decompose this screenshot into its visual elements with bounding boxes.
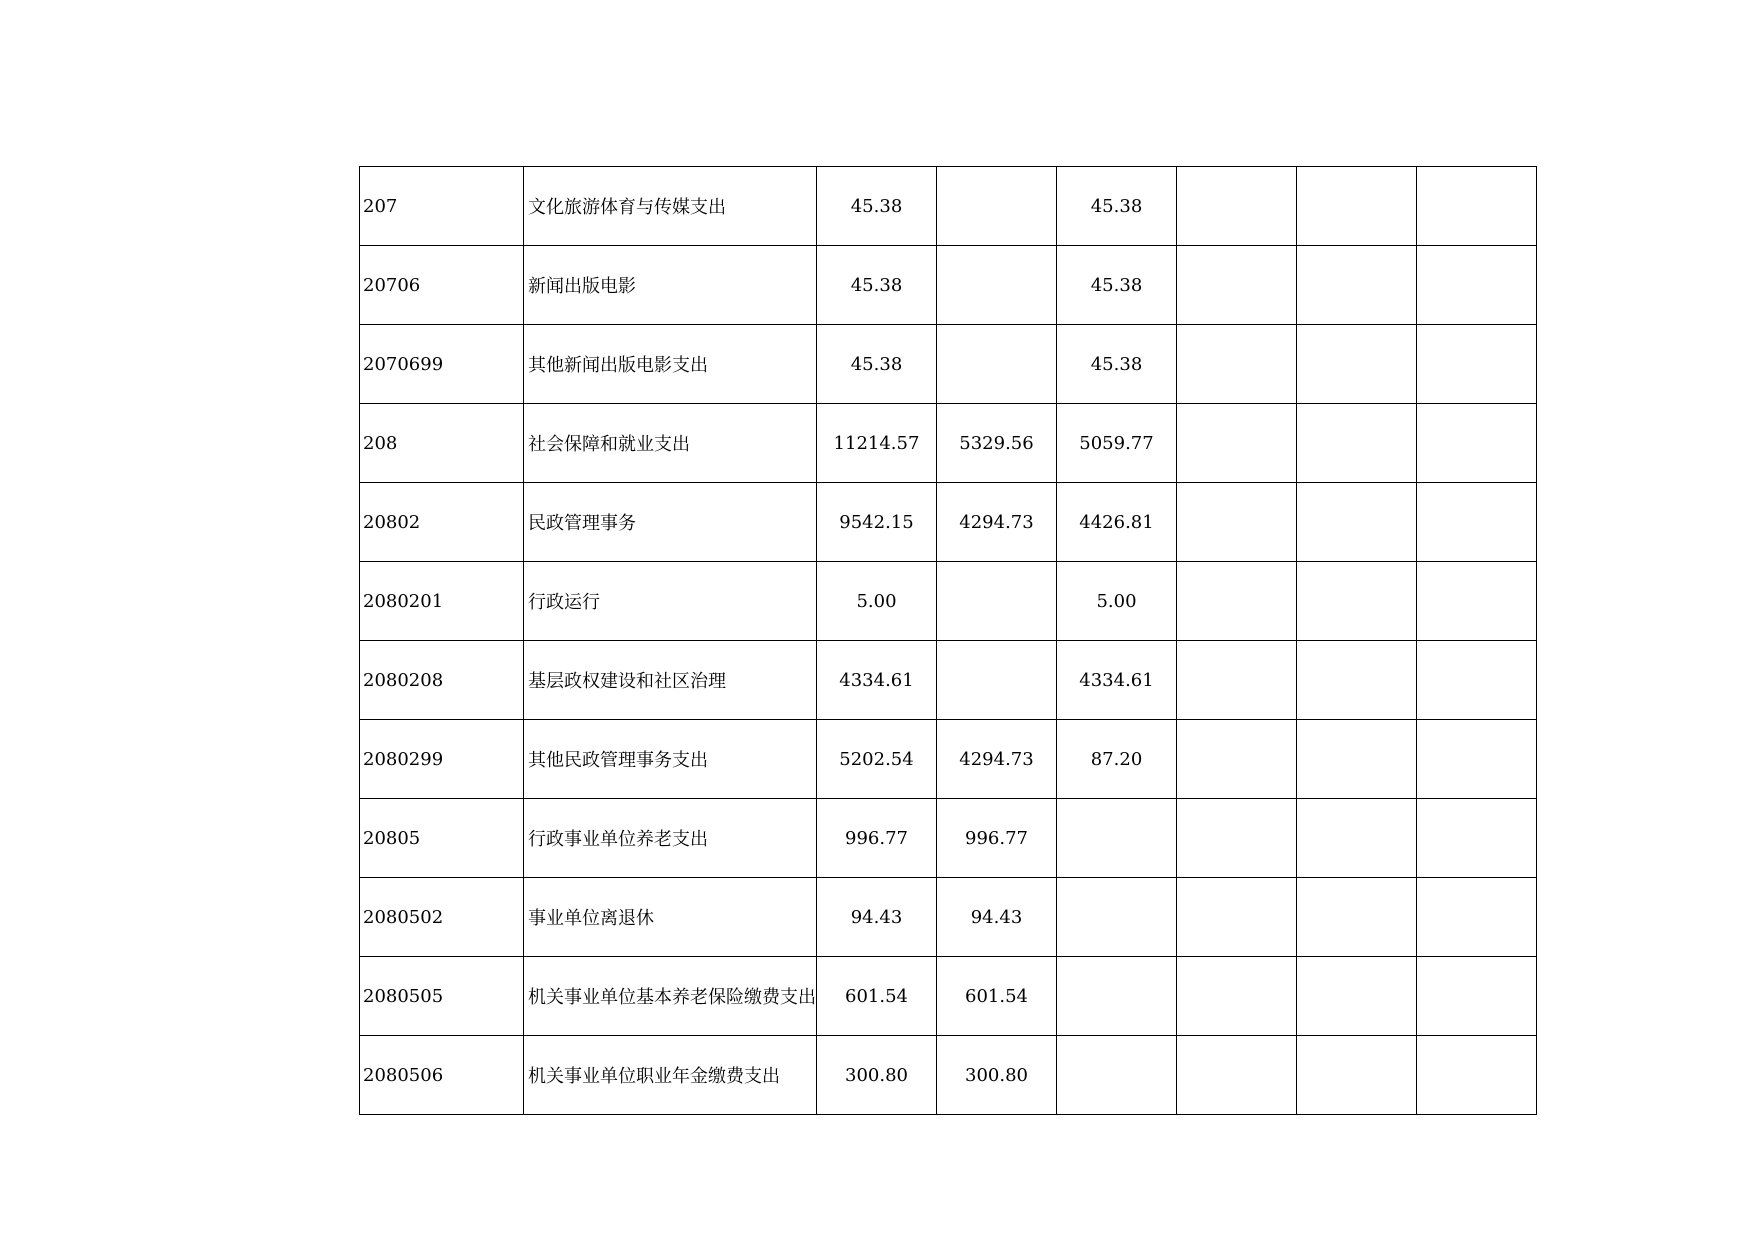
table-body xyxy=(360,167,1537,1115)
subject-code-cell: 2080208 xyxy=(360,641,524,720)
subject-name-cell: 机关事业单位职业年金缴费支出 xyxy=(524,1036,817,1115)
empty-cell xyxy=(1297,404,1417,483)
basic-expenditure-cell: 94.43 xyxy=(937,878,1057,957)
empty-cell xyxy=(1297,325,1417,404)
subject-code-cell: 20805 xyxy=(360,799,524,878)
table-row xyxy=(360,799,1537,878)
basic-expenditure-cell xyxy=(937,325,1057,404)
subject-code-cell: 20802 xyxy=(360,483,524,562)
empty-cell xyxy=(1417,878,1537,957)
total-amount-cell: 45.38 xyxy=(817,167,937,246)
project-expenditure-cell xyxy=(1057,957,1177,1036)
project-expenditure-cell: 5059.77 xyxy=(1057,404,1177,483)
table-row xyxy=(360,404,1537,483)
subject-code-cell: 2080505 xyxy=(360,957,524,1036)
subject-name-cell: 行政事业单位养老支出 xyxy=(524,799,817,878)
empty-cell xyxy=(1417,957,1537,1036)
subject-name-cell: 文化旅游体育与传媒支出 xyxy=(524,167,817,246)
subject-name-cell: 社会保障和就业支出 xyxy=(524,404,817,483)
project-expenditure-cell xyxy=(1057,1036,1177,1115)
empty-cell xyxy=(1177,325,1297,404)
subject-code-cell: 2080502 xyxy=(360,878,524,957)
project-expenditure-cell: 4426.81 xyxy=(1057,483,1177,562)
empty-cell xyxy=(1297,562,1417,641)
basic-expenditure-cell xyxy=(937,167,1057,246)
empty-cell xyxy=(1177,562,1297,641)
table-row xyxy=(360,641,1537,720)
empty-cell xyxy=(1417,562,1537,641)
basic-expenditure-cell: 300.80 xyxy=(937,1036,1057,1115)
total-amount-cell: 601.54 xyxy=(817,957,937,1036)
empty-cell xyxy=(1177,957,1297,1036)
project-expenditure-cell: 45.38 xyxy=(1057,246,1177,325)
table-row xyxy=(360,325,1537,404)
empty-cell xyxy=(1177,167,1297,246)
subject-name-cell: 其他新闻出版电影支出 xyxy=(524,325,817,404)
subject-code-cell: 2070699 xyxy=(360,325,524,404)
table-row xyxy=(360,167,1537,246)
subject-code-cell: 2080506 xyxy=(360,1036,524,1115)
empty-cell xyxy=(1177,1036,1297,1115)
table-row xyxy=(360,483,1537,562)
subject-code-cell: 20706 xyxy=(360,246,524,325)
budget-table xyxy=(359,166,1537,1115)
empty-cell xyxy=(1297,957,1417,1036)
subject-name-cell: 新闻出版电影 xyxy=(524,246,817,325)
table-row xyxy=(360,878,1537,957)
subject-name-cell: 民政管理事务 xyxy=(524,483,817,562)
total-amount-cell: 5.00 xyxy=(817,562,937,641)
empty-cell xyxy=(1297,483,1417,562)
empty-cell xyxy=(1177,641,1297,720)
empty-cell xyxy=(1297,1036,1417,1115)
empty-cell xyxy=(1177,799,1297,878)
subject-name-cell: 事业单位离退休 xyxy=(524,878,817,957)
total-amount-cell: 996.77 xyxy=(817,799,937,878)
table-row xyxy=(360,957,1537,1036)
empty-cell xyxy=(1297,167,1417,246)
total-amount-cell: 300.80 xyxy=(817,1036,937,1115)
total-amount-cell: 11214.57 xyxy=(817,404,937,483)
basic-expenditure-cell: 5329.56 xyxy=(937,404,1057,483)
total-amount-cell: 4334.61 xyxy=(817,641,937,720)
subject-code-cell: 2080299 xyxy=(360,720,524,799)
project-expenditure-cell: 4334.61 xyxy=(1057,641,1177,720)
project-expenditure-cell: 5.00 xyxy=(1057,562,1177,641)
project-expenditure-cell xyxy=(1057,799,1177,878)
subject-name-cell: 机关事业单位基本养老保险缴费支出 xyxy=(524,957,817,1036)
empty-cell xyxy=(1177,878,1297,957)
basic-expenditure-cell: 996.77 xyxy=(937,799,1057,878)
project-expenditure-cell: 87.20 xyxy=(1057,720,1177,799)
basic-expenditure-cell: 601.54 xyxy=(937,957,1057,1036)
empty-cell xyxy=(1417,167,1537,246)
subject-code-cell: 2080201 xyxy=(360,562,524,641)
empty-cell xyxy=(1417,1036,1537,1115)
table-row xyxy=(360,562,1537,641)
table-row xyxy=(360,720,1537,799)
empty-cell xyxy=(1417,483,1537,562)
project-expenditure-cell xyxy=(1057,878,1177,957)
basic-expenditure-cell: 4294.73 xyxy=(937,483,1057,562)
total-amount-cell: 9542.15 xyxy=(817,483,937,562)
subject-code-cell: 207 xyxy=(360,167,524,246)
subject-name-cell: 其他民政管理事务支出 xyxy=(524,720,817,799)
empty-cell xyxy=(1297,641,1417,720)
total-amount-cell: 45.38 xyxy=(817,246,937,325)
basic-expenditure-cell xyxy=(937,562,1057,641)
empty-cell xyxy=(1417,325,1537,404)
empty-cell xyxy=(1297,246,1417,325)
project-expenditure-cell: 45.38 xyxy=(1057,167,1177,246)
empty-cell xyxy=(1177,720,1297,799)
basic-expenditure-cell: 4294.73 xyxy=(937,720,1057,799)
total-amount-cell: 94.43 xyxy=(817,878,937,957)
subject-code-cell: 208 xyxy=(360,404,524,483)
empty-cell xyxy=(1177,404,1297,483)
empty-cell xyxy=(1177,246,1297,325)
empty-cell xyxy=(1417,246,1537,325)
empty-cell xyxy=(1297,799,1417,878)
project-expenditure-cell: 45.38 xyxy=(1057,325,1177,404)
total-amount-cell: 5202.54 xyxy=(817,720,937,799)
empty-cell xyxy=(1177,483,1297,562)
empty-cell xyxy=(1417,720,1537,799)
empty-cell xyxy=(1297,878,1417,957)
table-row xyxy=(360,1036,1537,1115)
empty-cell xyxy=(1297,720,1417,799)
subject-name-cell: 行政运行 xyxy=(524,562,817,641)
subject-name-cell: 基层政权建设和社区治理 xyxy=(524,641,817,720)
empty-cell xyxy=(1417,799,1537,878)
table-row xyxy=(360,246,1537,325)
empty-cell xyxy=(1417,641,1537,720)
empty-cell xyxy=(1417,404,1537,483)
total-amount-cell: 45.38 xyxy=(817,325,937,404)
basic-expenditure-cell xyxy=(937,641,1057,720)
basic-expenditure-cell xyxy=(937,246,1057,325)
